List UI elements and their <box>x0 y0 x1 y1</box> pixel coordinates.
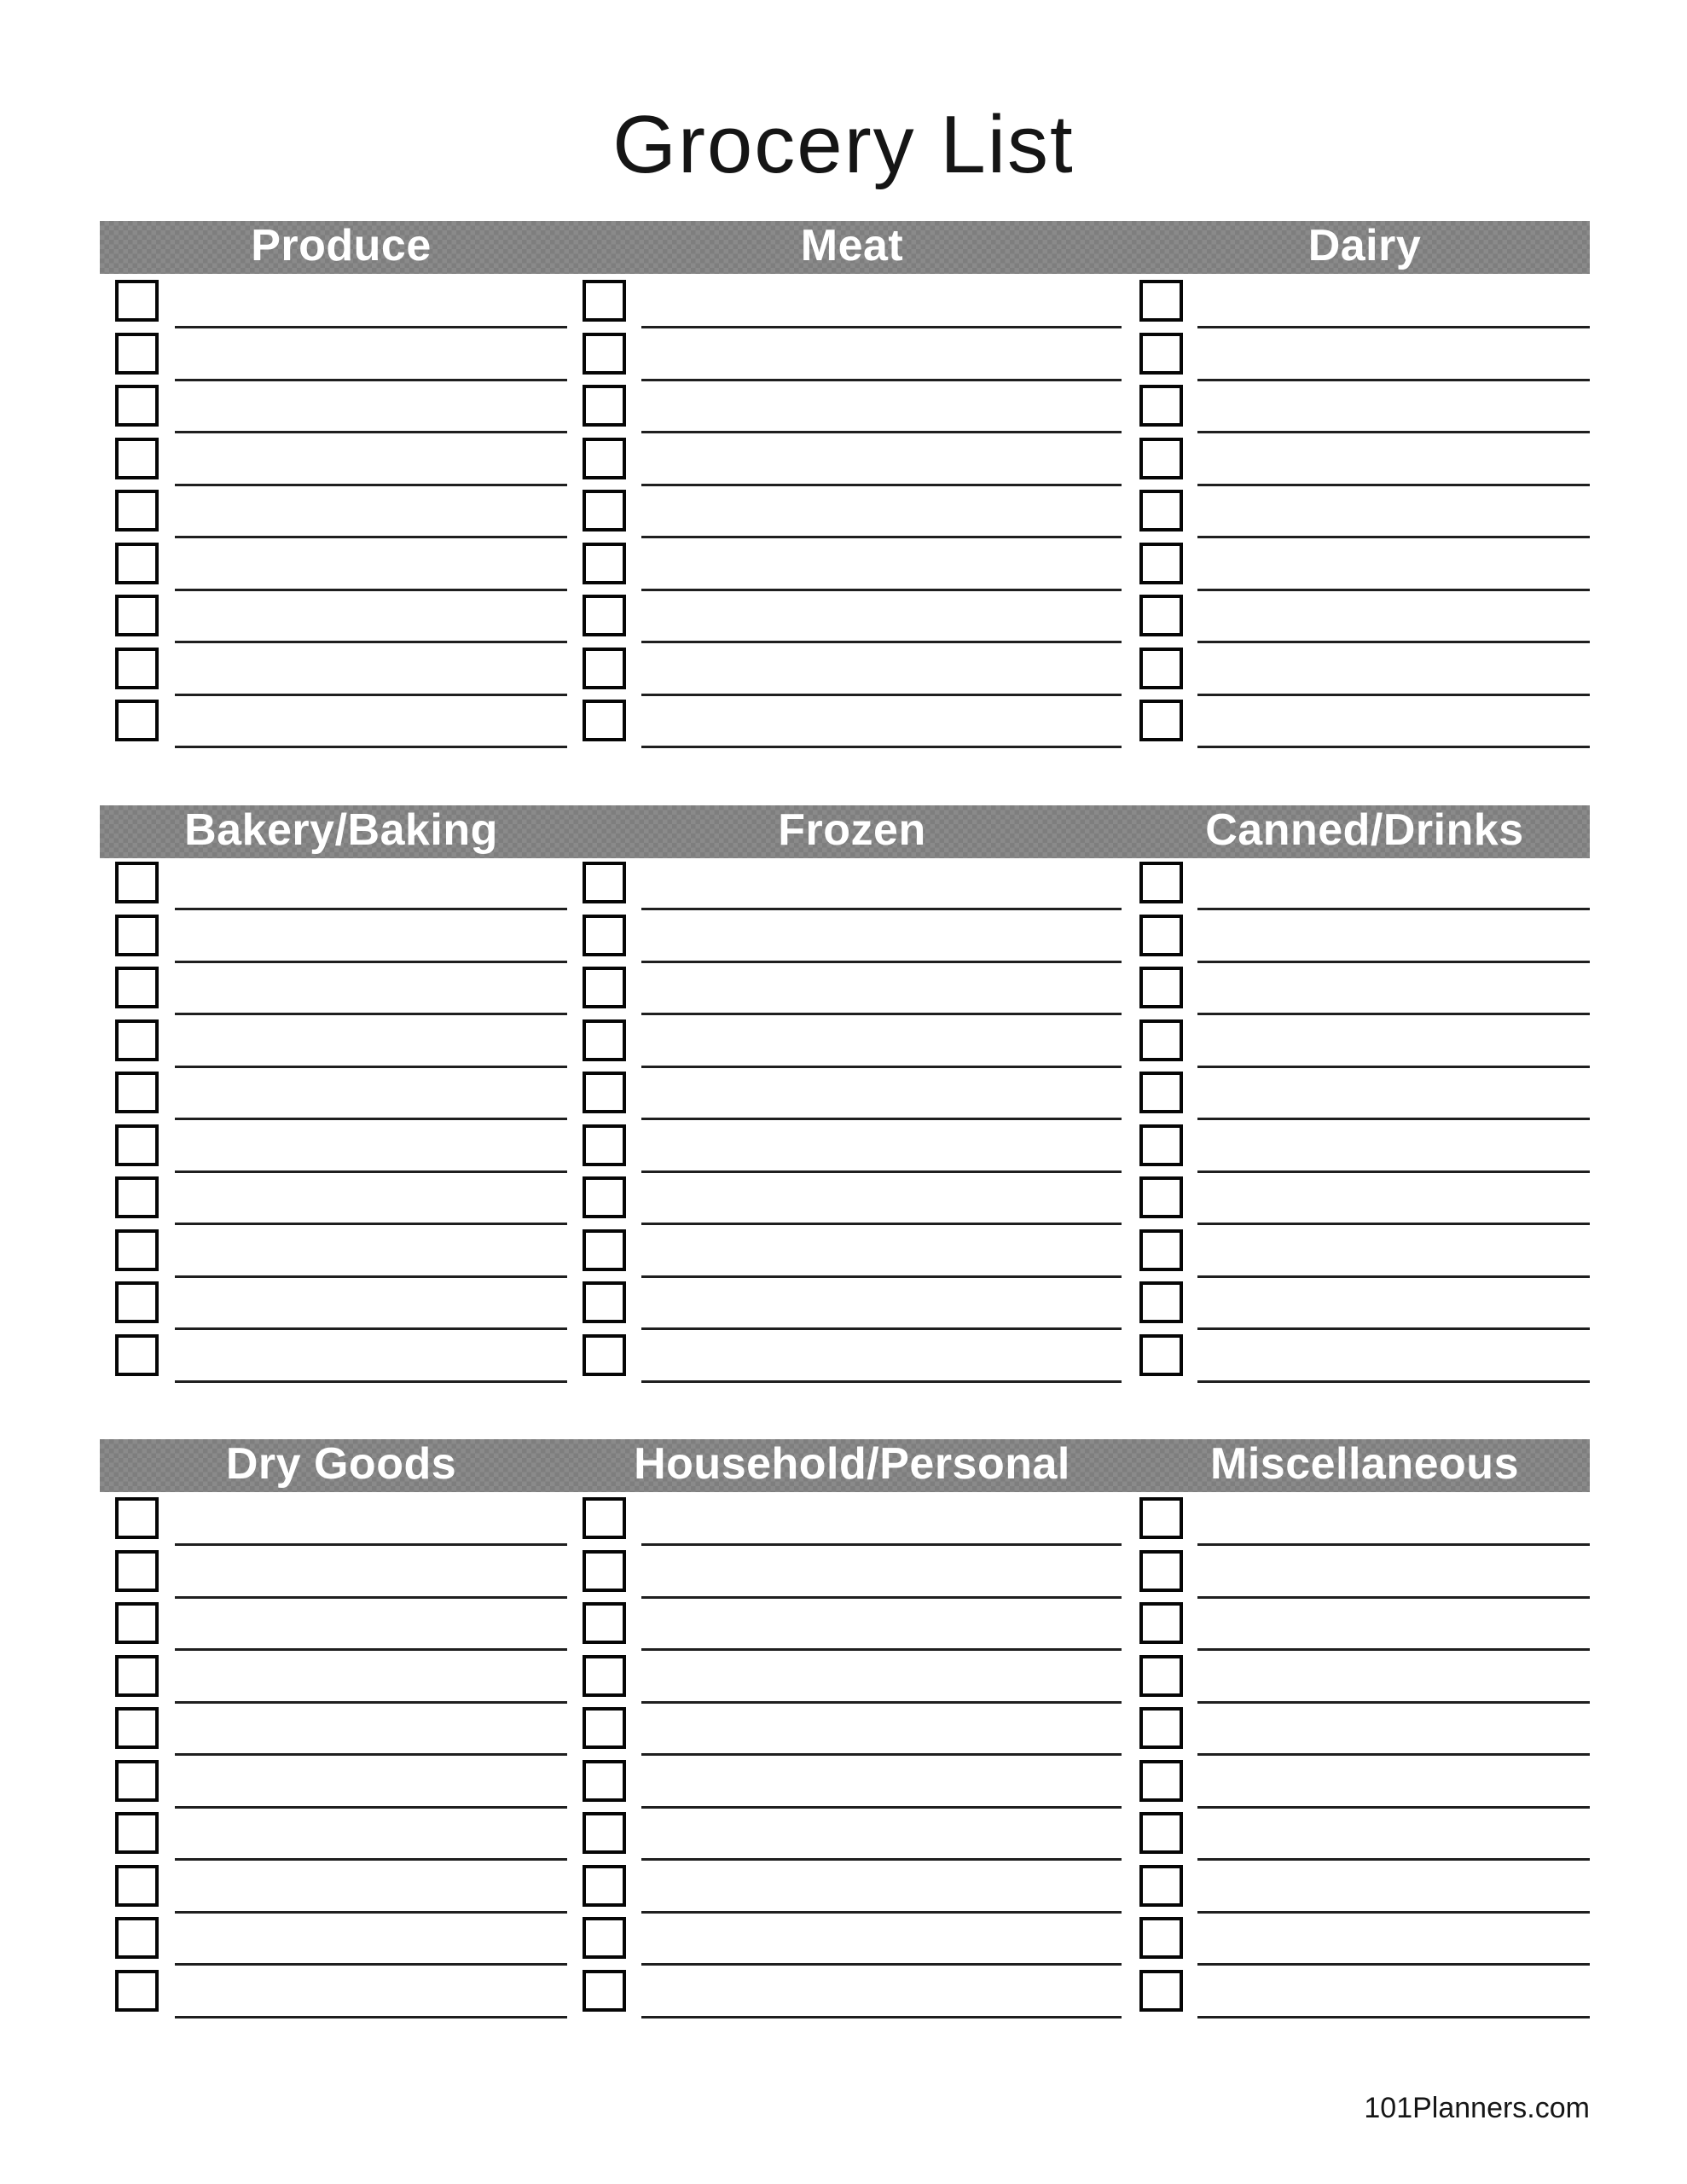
item-line <box>1197 1596 1590 1599</box>
checkbox[interactable] <box>115 1124 159 1166</box>
item-line <box>641 1013 1122 1015</box>
checkbox[interactable] <box>583 1229 626 1271</box>
checkbox[interactable] <box>583 1176 626 1218</box>
item-line <box>1197 1753 1590 1756</box>
item-line <box>641 1858 1122 1861</box>
checkbox[interactable] <box>583 1760 626 1802</box>
checkbox[interactable] <box>115 1707 159 1749</box>
item-line <box>641 1380 1122 1383</box>
item-line <box>641 961 1122 963</box>
item-line <box>1197 1963 1590 1966</box>
checkbox[interactable] <box>115 1865 159 1907</box>
item-line <box>175 379 567 381</box>
checkbox[interactable] <box>115 1760 159 1802</box>
checkbox[interactable] <box>115 543 159 584</box>
section-header-bar <box>100 805 1590 858</box>
checkbox[interactable] <box>583 1550 626 1592</box>
item-line <box>1197 961 1590 963</box>
category-label-bakery-baking: Bakery/Baking <box>184 804 498 855</box>
item-line <box>1197 746 1590 748</box>
item-line <box>641 1648 1122 1651</box>
checkbox[interactable] <box>583 1865 626 1907</box>
checkbox[interactable] <box>1139 1655 1183 1697</box>
item-line <box>1197 431 1590 433</box>
item-line <box>175 536 567 538</box>
category-label-household-personal: Household/Personal <box>634 1438 1070 1489</box>
checkbox[interactable] <box>1139 1707 1183 1749</box>
item-line <box>175 1275 567 1278</box>
item-line <box>1197 908 1590 910</box>
checkbox[interactable] <box>1139 1124 1183 1166</box>
checkbox[interactable] <box>583 1334 626 1376</box>
item-line <box>175 641 567 643</box>
checkbox[interactable] <box>583 1917 626 1959</box>
item-line <box>175 589 567 591</box>
item-line <box>175 1648 567 1651</box>
item-line <box>175 1963 567 1966</box>
item-line <box>1197 641 1590 643</box>
checkbox[interactable] <box>115 700 159 741</box>
item-line <box>641 1753 1122 1756</box>
checkbox[interactable] <box>115 915 159 956</box>
checkbox[interactable] <box>1139 700 1183 741</box>
item-line <box>175 1380 567 1383</box>
category-label-dairy: Dairy <box>1307 220 1422 270</box>
item-line <box>641 1963 1122 1966</box>
checkbox[interactable] <box>115 1176 159 1218</box>
checkbox[interactable] <box>1139 915 1183 956</box>
checkbox[interactable] <box>1139 862 1183 903</box>
item-line <box>1197 1118 1590 1120</box>
item-line <box>1197 536 1590 538</box>
category-label-dry-goods: Dry Goods <box>225 1438 457 1489</box>
checkbox[interactable] <box>1139 1176 1183 1218</box>
checkbox[interactable] <box>583 1812 626 1854</box>
checkbox[interactable] <box>115 862 159 903</box>
item-line <box>641 2016 1122 2018</box>
checkbox[interactable] <box>1139 1550 1183 1592</box>
checkbox[interactable] <box>115 1550 159 1592</box>
checkbox[interactable] <box>583 1602 626 1644</box>
item-line <box>175 1858 567 1861</box>
category-label-canned-drinks: Canned/Drinks <box>1205 804 1524 855</box>
item-line <box>175 1806 567 1809</box>
checkbox[interactable] <box>1139 1917 1183 1959</box>
checkbox[interactable] <box>583 967 626 1008</box>
item-line <box>1197 484 1590 486</box>
item-line <box>175 1596 567 1599</box>
checkbox[interactable] <box>1139 648 1183 689</box>
checkbox[interactable] <box>115 490 159 531</box>
checkbox[interactable] <box>583 280 626 322</box>
item-line <box>175 1066 567 1068</box>
item-line <box>1197 1858 1590 1861</box>
item-line <box>641 484 1122 486</box>
checkbox[interactable] <box>583 862 626 903</box>
item-line <box>175 1013 567 1015</box>
item-line <box>641 536 1122 538</box>
section-header-bar <box>100 221 1590 274</box>
item-line <box>641 326 1122 328</box>
item-line <box>641 694 1122 696</box>
checkbox[interactable] <box>583 1281 626 1323</box>
checkbox[interactable] <box>1139 1229 1183 1271</box>
item-line <box>1197 1543 1590 1546</box>
item-line <box>641 1327 1122 1330</box>
checkbox[interactable] <box>115 967 159 1008</box>
item-line <box>175 1223 567 1225</box>
checkbox[interactable] <box>583 700 626 741</box>
item-line <box>641 379 1122 381</box>
checkbox[interactable] <box>583 490 626 531</box>
item-line <box>641 1118 1122 1120</box>
item-line <box>1197 1911 1590 1914</box>
item-line <box>641 746 1122 748</box>
checkbox[interactable] <box>115 595 159 636</box>
item-line <box>1197 1380 1590 1383</box>
checkbox[interactable] <box>1139 543 1183 584</box>
checkbox[interactable] <box>1139 1281 1183 1323</box>
checkbox[interactable] <box>1139 595 1183 636</box>
checkbox[interactable] <box>1139 1602 1183 1644</box>
item-line <box>641 908 1122 910</box>
category-label-produce: Produce <box>251 220 432 270</box>
category-label-frozen: Frozen <box>778 804 926 855</box>
checkbox[interactable] <box>1139 1019 1183 1061</box>
checkbox[interactable] <box>1139 1072 1183 1113</box>
checkbox[interactable] <box>583 595 626 636</box>
checkbox[interactable] <box>583 1124 626 1166</box>
checkbox[interactable] <box>1139 1334 1183 1376</box>
checkbox[interactable] <box>115 1497 159 1539</box>
item-line <box>641 589 1122 591</box>
item-line <box>175 746 567 748</box>
checkbox[interactable] <box>115 1229 159 1271</box>
item-line <box>175 1911 567 1914</box>
checkbox[interactable] <box>115 280 159 322</box>
item-line <box>175 1701 567 1704</box>
item-line <box>641 1543 1122 1546</box>
page-title: Grocery List <box>612 99 1075 190</box>
checkbox[interactable] <box>583 1497 626 1539</box>
item-line <box>641 1596 1122 1599</box>
checkbox[interactable] <box>583 915 626 956</box>
item-line <box>175 484 567 486</box>
item-line <box>175 1753 567 1756</box>
checkbox[interactable] <box>115 1655 159 1697</box>
checkbox[interactable] <box>1139 333 1183 375</box>
item-line <box>175 908 567 910</box>
checkbox[interactable] <box>1139 1497 1183 1539</box>
checkbox[interactable] <box>115 1812 159 1854</box>
item-line <box>1197 1701 1590 1704</box>
checkbox[interactable] <box>115 648 159 689</box>
item-line <box>1197 694 1590 696</box>
checkbox[interactable] <box>583 1970 626 2012</box>
item-line <box>175 1118 567 1120</box>
item-line <box>641 1223 1122 1225</box>
checkbox[interactable] <box>115 1019 159 1061</box>
checkbox[interactable] <box>583 1707 626 1749</box>
checkbox[interactable] <box>583 543 626 584</box>
checkbox[interactable] <box>115 1281 159 1323</box>
item-line <box>175 326 567 328</box>
category-label-miscellaneous: Miscellaneous <box>1210 1438 1519 1489</box>
item-line <box>1197 2016 1590 2018</box>
checkbox[interactable] <box>115 1334 159 1376</box>
checkbox[interactable] <box>115 333 159 375</box>
checkbox[interactable] <box>1139 438 1183 479</box>
checkbox[interactable] <box>1139 967 1183 1008</box>
item-line <box>1197 1806 1590 1809</box>
item-line <box>1197 1327 1590 1330</box>
item-line <box>175 431 567 433</box>
checkbox[interactable] <box>583 385 626 427</box>
item-line <box>1197 1066 1590 1068</box>
item-line <box>175 1543 567 1546</box>
item-line <box>641 1806 1122 1809</box>
item-line <box>1197 1275 1590 1278</box>
checkbox[interactable] <box>583 1655 626 1697</box>
checkbox[interactable] <box>1139 385 1183 427</box>
item-line <box>641 1066 1122 1068</box>
checkbox[interactable] <box>115 1072 159 1113</box>
checkbox[interactable] <box>115 438 159 479</box>
checkbox[interactable] <box>583 648 626 689</box>
item-line <box>1197 379 1590 381</box>
item-line <box>641 1911 1122 1914</box>
checkbox[interactable] <box>583 1019 626 1061</box>
item-line <box>641 431 1122 433</box>
checkbox[interactable] <box>1139 280 1183 322</box>
item-line <box>641 1275 1122 1278</box>
checkbox[interactable] <box>115 1917 159 1959</box>
item-line <box>175 694 567 696</box>
item-line <box>175 961 567 963</box>
checkbox[interactable] <box>115 1970 159 2012</box>
section-header-bar <box>100 1439 1590 1492</box>
item-line <box>1197 1013 1590 1015</box>
item-line <box>175 1170 567 1173</box>
item-line <box>641 641 1122 643</box>
checkbox[interactable] <box>1139 1865 1183 1907</box>
checkbox[interactable] <box>115 385 159 427</box>
checkbox[interactable] <box>583 438 626 479</box>
checkbox[interactable] <box>583 333 626 375</box>
checkbox[interactable] <box>1139 490 1183 531</box>
category-label-meat: Meat <box>800 220 904 270</box>
item-line <box>175 2016 567 2018</box>
item-line <box>1197 1223 1590 1225</box>
item-line <box>1197 1170 1590 1173</box>
checkbox[interactable] <box>1139 1760 1183 1802</box>
item-line <box>641 1170 1122 1173</box>
item-line <box>1197 326 1590 328</box>
checkbox[interactable] <box>1139 1812 1183 1854</box>
item-line <box>1197 589 1590 591</box>
checkbox[interactable] <box>1139 1970 1183 2012</box>
item-line <box>1197 1648 1590 1651</box>
item-line <box>641 1701 1122 1704</box>
checkbox[interactable] <box>115 1602 159 1644</box>
item-line <box>175 1327 567 1330</box>
checkbox[interactable] <box>583 1072 626 1113</box>
footer-site-text: 101Planners.com <box>1364 2092 1590 2124</box>
